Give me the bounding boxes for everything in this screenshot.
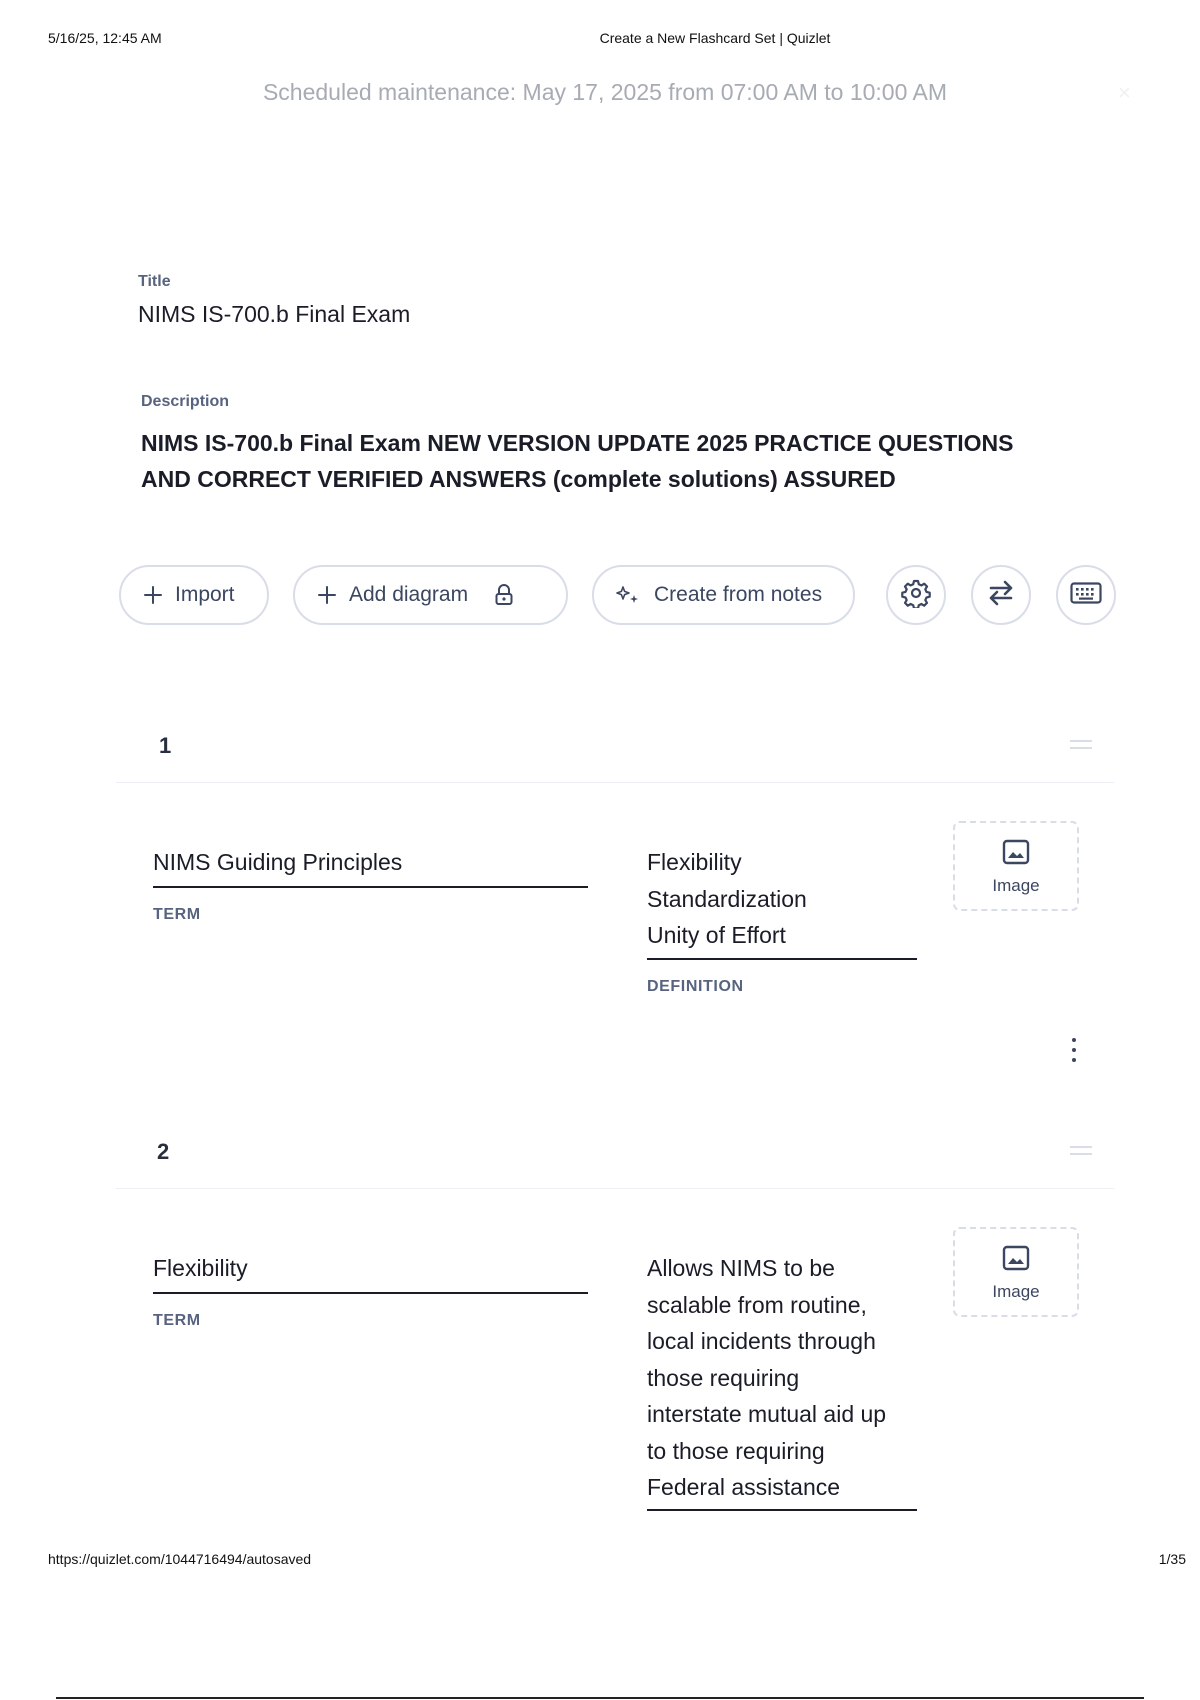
term-label: TERM xyxy=(153,1312,201,1329)
import-button[interactable] xyxy=(119,565,269,625)
definition-line: Unity of Effort xyxy=(647,922,786,948)
add-diagram-button[interactable] xyxy=(293,565,568,625)
card-divider xyxy=(116,782,1114,783)
definition-line: to those requiring xyxy=(647,1437,825,1464)
lock-icon xyxy=(494,584,514,606)
print-url: https://quizlet.com/1044716494/autosaved xyxy=(48,1551,312,1567)
drag-handle-icon[interactable] xyxy=(1070,740,1092,749)
more-options-icon[interactable] xyxy=(1068,1038,1080,1062)
definition-line: Standardization xyxy=(647,885,807,912)
sparkle-icon xyxy=(616,585,642,605)
settings-button[interactable] xyxy=(886,565,946,625)
add-diagram-label: Add diagram xyxy=(349,583,469,606)
card-divider xyxy=(116,1188,1114,1189)
card-number: 2 xyxy=(157,1139,170,1164)
description-label: Description xyxy=(141,393,230,410)
definition-underline xyxy=(647,1509,917,1511)
banner-close-icon[interactable]: × xyxy=(1118,80,1131,105)
term-underline xyxy=(153,1292,588,1294)
definition-underline xyxy=(647,958,917,960)
definition-line: interstate mutual aid up xyxy=(647,1401,887,1427)
maintenance-banner: Scheduled maintenance: May 17, 2025 from 07:00 AM to 10:00 AM xyxy=(262,79,948,105)
description-input[interactable]: NIMS IS-700.b Final Exam NEW VERSION UPDATE 2025 PRACTICE QUESTIONS AND CORRECT VERIFIED ANSWERS (complete solutions) ASSURED xyxy=(141,430,1014,492)
definition-line: scalable from routine, xyxy=(647,1291,867,1318)
add-image-button[interactable] xyxy=(953,1227,1079,1317)
image-label: Image xyxy=(992,876,1040,895)
create-from-notes-button[interactable] xyxy=(592,565,855,625)
definition-line: Flexibility xyxy=(647,849,742,875)
term-input[interactable]: Flexibility xyxy=(153,1255,248,1281)
image-icon xyxy=(1002,1245,1030,1276)
keyboard-icon xyxy=(1070,582,1102,609)
add-image-button[interactable] xyxy=(953,821,1079,911)
print-date: 5/16/25, 12:45 AM xyxy=(48,30,162,46)
definition-line: Federal assistance xyxy=(647,1474,841,1500)
title-input[interactable]: NIMS IS-700.b Final Exam xyxy=(138,301,411,327)
definition-label: DEFINITION xyxy=(647,978,744,995)
gear-icon xyxy=(901,578,931,613)
print-page-title: Create a New Flashcard Set | Quizlet xyxy=(599,30,831,46)
term-input[interactable]: NIMS Guiding Principles xyxy=(153,849,403,875)
swap-terms-button[interactable] xyxy=(971,565,1031,625)
term-label: TERM xyxy=(153,906,201,923)
drag-handle-icon[interactable] xyxy=(1070,1146,1092,1155)
title-label: Title xyxy=(138,273,171,290)
definition-input[interactable] xyxy=(647,1250,917,1506)
keyboard-shortcuts-button[interactable] xyxy=(1056,565,1116,625)
page-bottom-rule xyxy=(56,1697,1144,1699)
image-label: Image xyxy=(992,1282,1040,1301)
swap-icon xyxy=(985,579,1017,612)
plus-icon xyxy=(143,585,163,605)
definition-line: local incidents through xyxy=(647,1328,876,1354)
definition-input[interactable] xyxy=(647,844,917,954)
term-underline xyxy=(153,886,588,888)
import-label: Import xyxy=(175,583,235,606)
plus-icon xyxy=(317,585,337,605)
print-page-number: 1/35 xyxy=(1158,1551,1186,1567)
definition-line: Allows NIMS to be xyxy=(647,1255,835,1281)
image-icon xyxy=(1002,839,1030,870)
card-number: 1 xyxy=(159,733,172,758)
create-from-notes-label: Create from notes xyxy=(654,583,823,606)
definition-line: those requiring xyxy=(647,1364,800,1391)
